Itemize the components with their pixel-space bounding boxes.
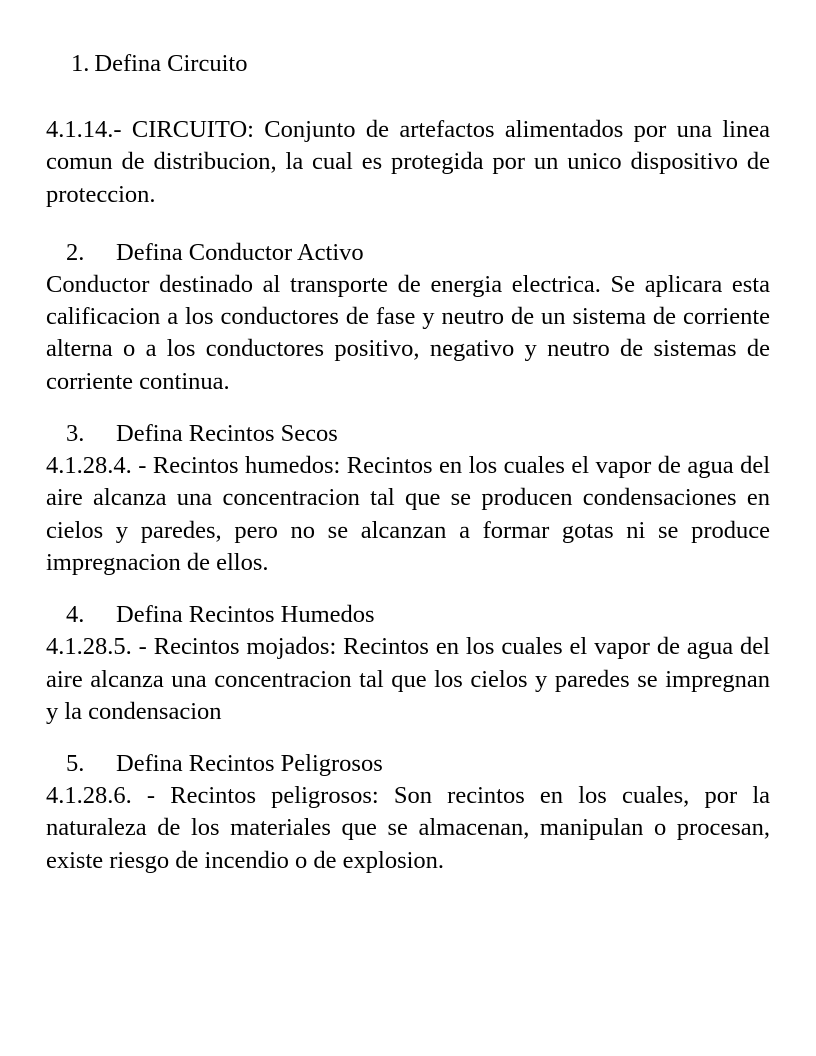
question-5-number: 5. [66, 750, 85, 778]
answer-3: 4.1.28.4. - Recintos humedos: Recintos en los cuales el vapor de agua del aire alcanza una concentracion tal que se producen condensaciones en cielos y paredes, pero no se alcanzan a formar gotas ni se produce impregnacion de ellos. [46, 452, 770, 576]
question-1-number: 1. [71, 50, 90, 77]
document-page [46, 48, 770, 877]
answer-1: 4.1.14.- CIRCUITO: Conjunto de artefactos alimentados por una linea comun de distribucion, la cual es protegida por un unico dispositivo de proteccion. [46, 116, 770, 208]
question-5-heading [46, 748, 770, 780]
question-2-number: 2. [66, 238, 85, 266]
question-2-heading [46, 237, 770, 269]
spacer [46, 80, 770, 114]
question-1-heading [46, 48, 770, 80]
answer-2: Conductor destinado al transporte de energia electrica. Se aplicara esta calificacion a los conductores de fase y neutro de un sistema de corriente alterna o a los conductores positivo, negativo y neutro de sistemas de corriente continua. [46, 270, 770, 395]
spacer [46, 398, 770, 418]
question-4-title: Defina Recintos Humedos [116, 601, 375, 629]
question-1-title: Defina Circuito [94, 50, 248, 77]
question-3-number: 3. [66, 420, 85, 448]
spacer [46, 579, 770, 599]
question-5-title: Defina Recintos Peligrosos [116, 750, 383, 778]
question-3-title: Defina Recintos Secos [116, 420, 338, 448]
spacer [46, 728, 770, 748]
answer-5: 4.1.28.6. - Recintos peligrosos: Son recintos en los cuales, por la naturaleza de los materiales que se almacenan, manipulan o procesan, existe riesgo de incendio o de explosion. [46, 782, 770, 874]
answer-4: 4.1.28.5. - Recintos mojados: Recintos en los cuales el vapor de agua del aire alcanza una concentracion tal que los cielos y paredes se impregnan y la condensacion [46, 633, 770, 725]
spacer [46, 211, 770, 237]
question-4-number: 4. [66, 601, 85, 629]
question-2-title: Defina Conductor Activo [116, 238, 364, 266]
question-3-heading [46, 418, 770, 450]
question-4-heading [46, 599, 770, 631]
